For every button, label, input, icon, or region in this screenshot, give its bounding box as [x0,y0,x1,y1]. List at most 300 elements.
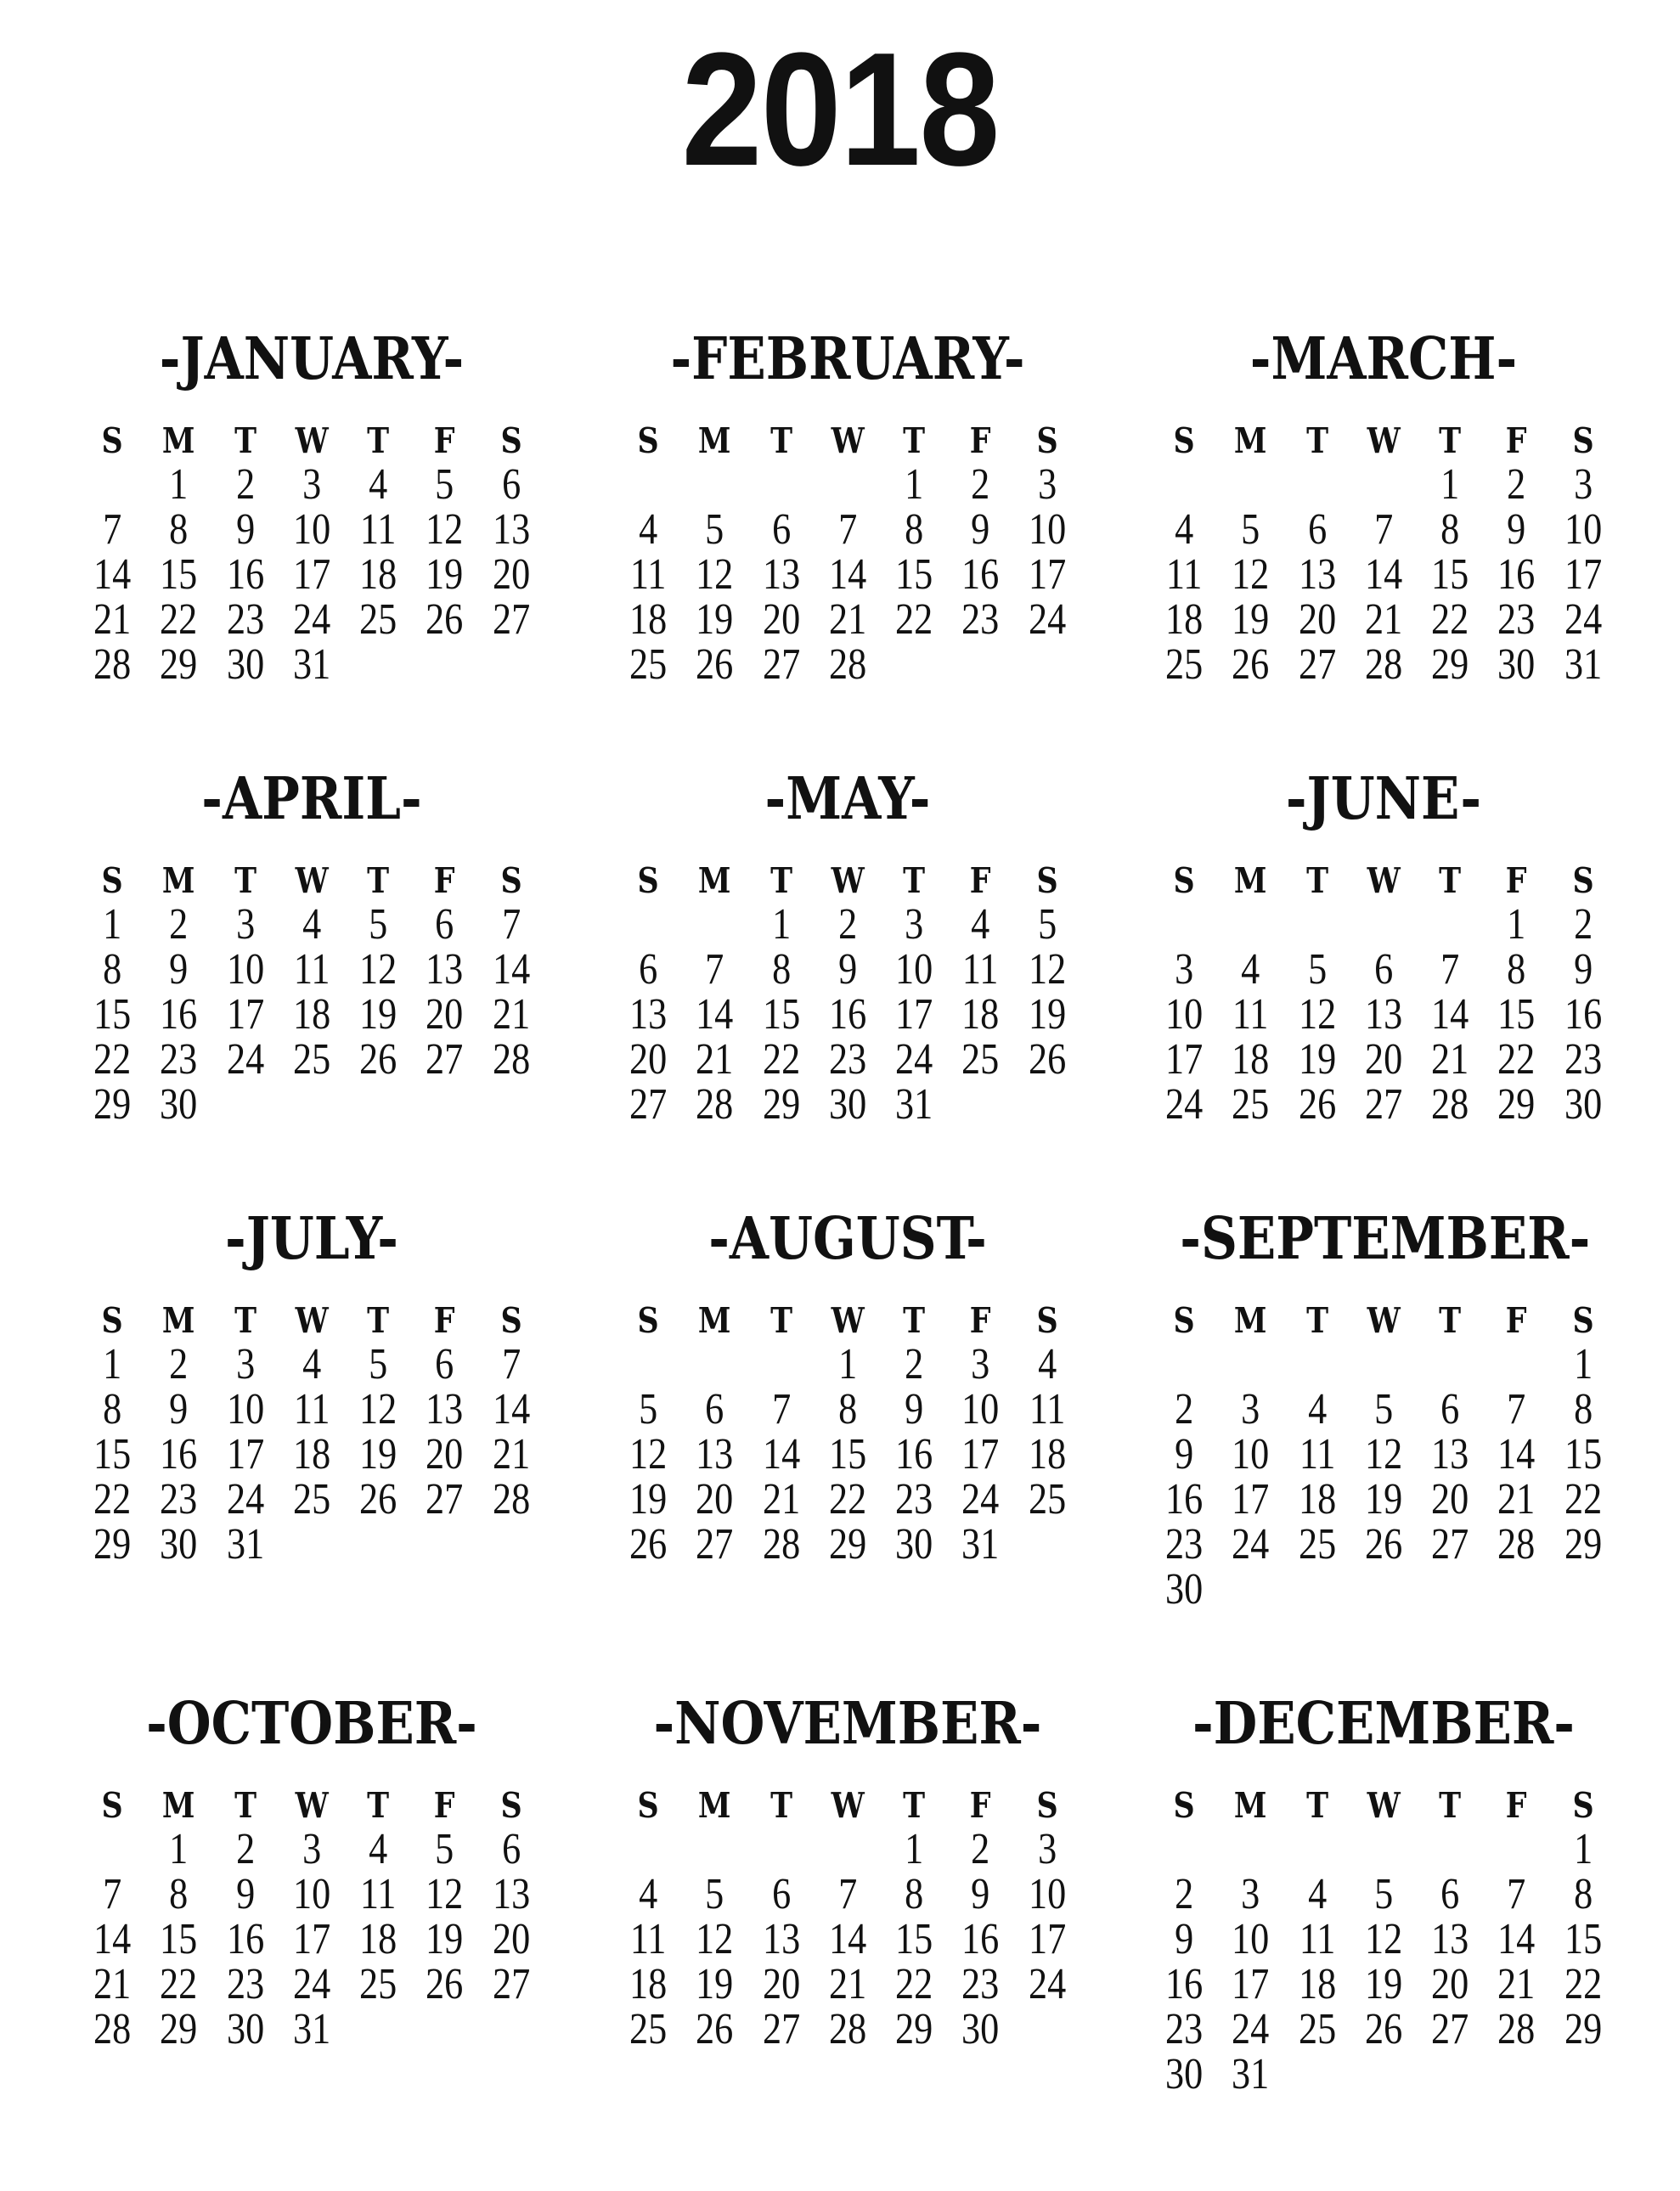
weekday-label: T [367,1785,390,1826]
day-cell: 24 [226,1475,264,1524]
weekday-label: F [434,1300,455,1341]
day-cell: 28 [492,1475,530,1524]
day-cell: 20 [1431,1960,1469,2008]
week-row [1151,1520,1616,1569]
weekday-label: S [1173,1785,1195,1826]
day-cell: 5 [369,900,388,949]
weekday-label: F [970,1785,991,1826]
day-cell: 16 [1497,550,1536,599]
weekday-label: T [234,860,257,901]
day-cell: 31 [292,2005,331,2053]
week-row [1151,1475,1616,1524]
weekday-label: S [1173,860,1195,901]
day-cell: 18 [961,990,1000,1039]
day-cell: 28 [1497,1520,1536,1569]
day-cell: 9 [1175,1915,1194,1963]
day-cell: 18 [1232,1035,1270,1084]
day-cell: 26 [629,1520,668,1569]
day-cell: 17 [961,1430,1000,1479]
day-cell: 1 [169,460,189,509]
day-cell: 25 [1165,640,1204,689]
day-cell: 2 [1573,900,1593,949]
day-cell: 8 [103,945,122,994]
day-cell: 12 [1232,550,1270,599]
day-cell: 8 [837,1385,858,1433]
weekday-label: F [1506,1785,1527,1826]
weekday-label: T [903,860,926,901]
day-cell: 19 [1364,1475,1403,1524]
day-cell: 7 [771,1385,791,1433]
month-may [615,764,1080,1129]
day-cell: 10 [292,1870,331,1918]
week-row [1151,1340,1616,1388]
weekday-label: W [295,1300,329,1341]
day-cell: 27 [762,640,800,689]
day-cell: 29 [895,2005,933,2053]
weekday-label: F [434,860,455,901]
day-cell: 3 [1241,1385,1260,1433]
day-cell: 30 [1165,2050,1204,2098]
day-cell: 7 [837,505,858,554]
week-row [79,1475,544,1524]
week-row [79,900,544,949]
day-cell: 27 [762,2005,800,2053]
day-cell: 5 [369,1340,388,1388]
day-cell: 14 [696,990,734,1039]
day-cell: 27 [426,1475,464,1524]
weekday-label: M [698,1300,731,1341]
day-cell: 26 [426,1960,464,2008]
day-cell: 7 [1507,1385,1526,1433]
day-cell: 13 [492,1870,530,1918]
day-cell: 11 [1165,550,1203,599]
day-cell: 25 [629,640,668,689]
day-cell: 9 [169,945,189,994]
day-cell: 10 [1165,990,1204,1039]
day-cell: 13 [762,1915,800,1963]
week-row [79,1035,544,1084]
day-cell: 22 [1431,595,1469,644]
day-cell: 26 [1298,1080,1336,1129]
day-cell: 4 [1175,505,1194,554]
month-title: -DECEMBER- [1192,1689,1575,1758]
day-cell: 9 [1507,505,1526,554]
day-cell: 13 [1431,1430,1469,1479]
day-cell: 30 [828,1080,867,1129]
day-cell: 6 [435,900,454,949]
day-cell: 23 [1165,1520,1204,1569]
months-grid [79,324,1616,2098]
day-cell: 11 [629,1915,667,1963]
weekday-label: F [970,1300,991,1341]
weekday-label: W [831,420,865,461]
day-cell: 30 [895,1520,933,1569]
day-cell: 13 [1431,1915,1469,1963]
day-cell: 6 [501,1825,521,1873]
day-cell: 22 [160,1960,198,2008]
day-cell: 2 [905,1340,924,1388]
week-row [615,460,1080,509]
day-cell: 5 [705,1870,724,1918]
day-cell: 22 [1564,1475,1602,1524]
weekday-header-row [79,1300,544,1343]
week-row [79,1825,544,1873]
week-row [615,505,1080,554]
day-cell: 12 [629,1430,668,1479]
weekday-label: M [1234,860,1267,901]
week-row [1151,460,1616,509]
day-cell: 23 [226,1960,264,2008]
weekday-label: S [1173,420,1195,461]
day-cell: 14 [828,1915,867,1963]
week-row [1151,595,1616,644]
weekday-label: M [698,1785,731,1826]
weekday-label: S [1572,1785,1594,1826]
day-cell: 29 [160,640,198,689]
day-cell: 4 [971,900,990,949]
day-cell: 15 [93,990,132,1039]
day-cell: 20 [492,1915,530,1963]
month-title: -NOVEMBER- [653,1689,1042,1758]
month-title: -AUGUST- [708,1204,987,1273]
day-cell: 27 [492,1960,530,2008]
day-cell: 21 [1497,1475,1536,1524]
week-row [615,900,1080,949]
day-cell: 8 [905,1870,924,1918]
day-cell: 20 [762,595,800,644]
day-cell: 21 [828,595,867,644]
week-row [615,1870,1080,1918]
day-cell: 4 [1037,1340,1057,1388]
week-row [1151,2005,1616,2053]
week-row [79,1870,544,1918]
day-cell: 18 [359,1915,397,1963]
month-january [79,324,544,689]
day-cell: 25 [1028,1475,1066,1524]
day-cell: 5 [1307,945,1327,994]
week-row [79,1340,544,1388]
week-row [615,550,1080,599]
weekday-label: F [970,860,991,901]
day-cell: 3 [905,900,924,949]
weekday-label: M [1234,1300,1267,1341]
day-cell: 6 [501,460,521,509]
month-march [1151,324,1616,689]
day-cell: 2 [1507,460,1526,509]
month-title: -MAY- [764,764,931,833]
day-cell: 7 [501,1340,521,1388]
month-october [79,1689,544,2053]
week-row [79,2005,544,2053]
day-cell: 9 [1175,1430,1194,1479]
day-cell: 23 [828,1035,867,1084]
day-cell: 11 [1029,1385,1066,1433]
day-cell: 24 [1232,2005,1270,2053]
day-cell: 16 [226,1915,264,1963]
day-cell: 16 [1165,1475,1204,1524]
weekday-label: T [770,860,792,901]
week-row [615,1960,1080,2008]
day-cell: 3 [1175,945,1194,994]
day-cell: 9 [235,505,255,554]
weekday-label: S [1036,860,1058,901]
day-cell: 16 [226,550,264,599]
day-cell: 3 [1037,460,1057,509]
month-april [79,764,544,1129]
week-row [79,595,544,644]
weekday-header-row [79,420,544,463]
weekday-label: F [1506,420,1527,461]
day-cell: 31 [292,640,331,689]
day-cell: 2 [169,900,189,949]
day-cell: 18 [1028,1430,1066,1479]
day-cell: 29 [828,1520,867,1569]
day-cell: 10 [1232,1915,1270,1963]
day-cell: 15 [160,550,198,599]
day-cell: 4 [302,900,322,949]
day-cell: 3 [1241,1870,1260,1918]
day-cell: 5 [1241,505,1260,554]
day-cell: 2 [971,1825,990,1873]
day-cell: 13 [426,945,464,994]
day-cell: 30 [1564,1080,1602,1129]
weekday-label: S [1036,420,1058,461]
day-cell: 13 [629,990,668,1039]
day-cell: 14 [492,945,530,994]
day-cell: 14 [1431,990,1469,1039]
day-cell: 10 [1232,1430,1270,1479]
day-cell: 13 [696,1430,734,1479]
week-row [1151,1565,1616,1614]
day-cell: 17 [1165,1035,1204,1084]
day-cell: 12 [426,505,464,554]
week-row [615,1340,1080,1388]
day-cell: 11 [1232,990,1269,1039]
day-cell: 6 [1440,1870,1460,1918]
day-cell: 9 [971,505,990,554]
weekday-label: F [434,1785,455,1826]
day-cell: 27 [1298,640,1336,689]
day-cell: 12 [696,1915,734,1963]
weekday-label: F [1506,860,1527,901]
day-cell: 27 [426,1035,464,1084]
day-cell: 26 [1028,1035,1066,1084]
week-row [79,550,544,599]
weekday-label: S [637,420,659,461]
day-cell: 25 [359,595,397,644]
weekday-header-row [615,420,1080,463]
week-row [1151,1080,1616,1129]
day-cell: 5 [435,460,454,509]
day-cell: 1 [837,1340,858,1388]
day-cell: 8 [771,945,791,994]
day-cell: 1 [905,460,924,509]
day-cell: 7 [1440,945,1460,994]
weekday-header-row [1151,860,1616,903]
day-cell: 26 [426,595,464,644]
day-cell: 25 [359,1960,397,2008]
week-row [615,990,1080,1039]
weekday-label: T [903,1785,926,1826]
day-cell: 27 [1364,1080,1403,1129]
day-cell: 23 [1564,1035,1602,1084]
day-cell: 5 [639,1385,658,1433]
day-cell: 12 [1364,1915,1403,1963]
weekday-label: M [162,1785,195,1826]
day-cell: 7 [837,1870,858,1918]
day-cell: 1 [1573,1340,1593,1388]
day-cell: 10 [1028,505,1066,554]
day-cell: 14 [93,550,132,599]
weekday-label: W [295,1785,329,1826]
day-cell: 31 [1232,2050,1270,2098]
day-cell: 2 [169,1340,189,1388]
day-cell: 11 [962,945,999,994]
day-cell: 3 [235,1340,255,1388]
weekday-label: T [903,1300,926,1341]
day-cell: 6 [1373,945,1394,994]
day-cell: 21 [1497,1960,1536,2008]
day-cell: 18 [359,550,397,599]
day-cell: 30 [160,1520,198,1569]
day-cell: 21 [762,1475,800,1524]
day-cell: 2 [837,900,858,949]
day-cell: 6 [435,1340,454,1388]
day-cell: 4 [369,460,388,509]
day-cell: 15 [895,1915,933,1963]
month-title: -JULY- [225,1204,398,1273]
day-cell: 18 [629,595,668,644]
weekday-label: T [367,1300,390,1341]
day-cell: 21 [828,1960,867,2008]
weekday-label: W [1367,1300,1401,1341]
day-cell: 7 [501,900,521,949]
day-cell: 8 [169,1870,189,1918]
day-cell: 6 [705,1385,724,1433]
day-cell: 22 [895,595,933,644]
day-cell: 30 [160,1080,198,1129]
weekday-label: S [637,1785,659,1826]
weekday-label: T [1305,860,1328,901]
day-cell: 7 [103,505,122,554]
day-cell: 15 [93,1430,132,1479]
month-june [1151,764,1616,1129]
day-cell: 16 [895,1430,933,1479]
day-cell: 26 [1232,640,1270,689]
day-cell: 12 [359,945,397,994]
day-cell: 9 [971,1870,990,1918]
day-cell: 10 [1028,1870,1066,1918]
day-cell: 20 [1431,1475,1469,1524]
day-cell: 24 [1028,1960,1066,2008]
weekday-label: T [770,1300,792,1341]
weekday-label: F [1506,1300,1527,1341]
day-cell: 27 [1431,2005,1469,2053]
day-cell: 4 [639,505,658,554]
weekday-label: T [1439,1300,1462,1341]
week-row [79,1430,544,1479]
day-cell: 29 [1564,1520,1602,1569]
week-row [79,505,544,554]
week-row [1151,945,1616,994]
day-cell: 12 [1364,1430,1403,1479]
day-cell: 7 [1373,505,1394,554]
day-cell: 20 [1298,595,1336,644]
day-cell: 23 [961,595,1000,644]
week-row [79,1080,544,1129]
day-cell: 12 [1298,990,1336,1039]
day-cell: 11 [359,1870,397,1918]
day-cell: 11 [629,550,667,599]
day-cell: 15 [762,990,800,1039]
day-cell: 5 [435,1825,454,1873]
day-cell: 25 [629,2005,668,2053]
day-cell: 20 [629,1035,668,1084]
day-cell: 6 [771,1870,791,1918]
weekday-label: F [434,420,455,461]
day-cell: 9 [169,1385,189,1433]
day-cell: 4 [1307,1870,1327,1918]
day-cell: 20 [1364,1035,1403,1084]
month-title: -FEBRUARY- [670,324,1025,393]
weekday-header-row [615,1300,1080,1343]
day-cell: 13 [1364,990,1403,1039]
day-cell: 12 [359,1385,397,1433]
day-cell: 26 [359,1475,397,1524]
day-cell: 23 [1165,2005,1204,2053]
weekday-label: T [367,860,390,901]
day-cell: 8 [1440,505,1460,554]
day-cell: 3 [235,900,255,949]
day-cell: 8 [1573,1385,1593,1433]
day-cell: 17 [226,990,264,1039]
weekday-label: W [831,1785,865,1826]
day-cell: 12 [696,550,734,599]
weekday-label: T [234,1785,257,1826]
day-cell: 1 [1440,460,1460,509]
day-cell: 14 [492,1385,530,1433]
week-row [1151,1385,1616,1433]
day-cell: 31 [226,1520,264,1569]
weekday-label: W [831,1300,865,1341]
day-cell: 19 [696,595,734,644]
day-cell: 20 [762,1960,800,2008]
day-cell: 6 [639,945,658,994]
day-cell: 1 [771,900,791,949]
day-cell: 19 [1364,1960,1403,2008]
day-cell: 8 [1573,1870,1593,1918]
week-row [1151,1825,1616,1873]
day-cell: 22 [93,1475,132,1524]
day-cell: 5 [1373,1870,1394,1918]
day-cell: 23 [160,1475,198,1524]
day-cell: 17 [292,550,331,599]
day-cell: 22 [895,1960,933,2008]
day-cell: 3 [1573,460,1593,509]
day-cell: 1 [103,900,122,949]
month-november [615,1689,1080,2053]
day-cell: 24 [1165,1080,1204,1129]
weekday-header-row [1151,1300,1616,1343]
week-row [79,1960,544,2008]
week-row [1151,1915,1616,1963]
day-cell: 22 [1497,1035,1536,1084]
weekday-header-row [615,860,1080,903]
day-cell: 2 [235,1825,255,1873]
year-title: 2018 [681,20,999,200]
day-cell: 6 [771,505,791,554]
weekday-label: W [1367,420,1401,461]
